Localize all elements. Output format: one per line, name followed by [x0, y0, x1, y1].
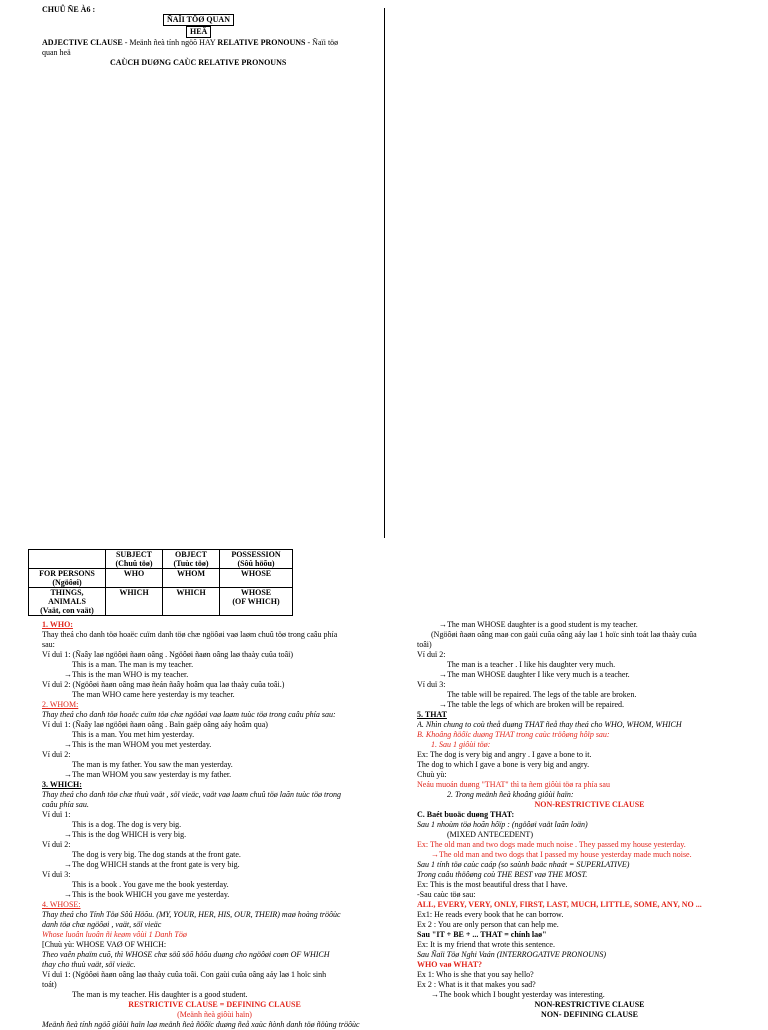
text-line: Ví duï 2:: [42, 750, 71, 759]
text-line: RESTRICTIVE CLAUSE = DEFINING CLAUSE: [128, 1000, 301, 1009]
adjective-clause-line: [42, 38, 338, 48]
text-line: Ví duï 1: (Ñaây laø ngöôøi ñaøn oâng . Baïn gaëp oâng aáy hoâm qua): [42, 720, 268, 729]
text-line: 2. WHOM:: [42, 700, 79, 709]
text-line: 1. WHO:: [42, 620, 73, 629]
table-cell: FOR PERSONS (Ngöôøi): [29, 569, 106, 588]
text-line: (Meänh ñeà giôùi haïn): [177, 1010, 252, 1019]
text-line: The table will be repaired. The legs of the table are broken.: [447, 690, 637, 699]
text-line: →The man WHOSE daughter is a good student is my teacher.: [439, 620, 638, 629]
text-line: Theo vaên phaïm cuõ, thì WHOSE chæ söû söõ höõu duøng cho ngöôøi coøn OF WHICH: [42, 950, 330, 959]
text-line: This is a dog. The dog is very big.: [72, 820, 182, 829]
text-line: Meänh ñeà tính ngöõ giôùi haïn laø meänh ñeà ñöôïc duøng ñeå xaùc ñònh danh töø ñöùng tröôùc: [42, 1020, 360, 1029]
text-line: The dog to which I gave a bone is very big and angry.: [417, 760, 590, 769]
text-line: The man WHO came here yesterday is my teacher.: [72, 690, 235, 699]
table-row: [29, 588, 293, 616]
text-line: [Chuù yù: WHOSE VAØ OF WHICH:: [42, 940, 167, 949]
text-line: The man is a teacher . I like his daughter very much.: [447, 660, 616, 669]
text-line: danh töø chæ ngöôøi , vaät, söï vieäc: [42, 920, 162, 929]
text-line: 5. THAT: [417, 710, 447, 719]
table-row: [29, 569, 293, 588]
text-line: →This is the man WHOM you met yesterday.: [64, 740, 212, 749]
text-line: Sau 1 nhoùm töø hoãn hôïp : (ngöôøi vaät laãn loän): [417, 820, 588, 829]
table-header-row: [29, 550, 293, 569]
table-cell: WHICH: [106, 588, 163, 616]
text-line: 2. Trong meänh ñeà khoâng giôùi haïn:: [447, 790, 574, 799]
table-cell: WHO: [106, 569, 163, 588]
page-subtitle: CAÙCH DUØNG CAÙC RELATIVE PRONOUNS: [110, 58, 287, 67]
table-cell: THINGS, ANIMALS (Vaät, con vaät): [29, 588, 106, 616]
text-line: Ví duï 3:: [417, 680, 446, 689]
table-cell: WHICH: [163, 588, 220, 616]
relative-pronoun-table: [28, 549, 293, 616]
text-line: →The man WHOM you saw yesterday is my father.: [64, 770, 232, 779]
text-line: The man is my father. You saw the man yesterday.: [72, 760, 233, 769]
text-line: sau:: [42, 640, 55, 649]
table-cell: SUBJECT (Chuû töø): [106, 550, 163, 569]
text-line: Ví duï 2:: [417, 650, 446, 659]
table-cell: POSSESSION (Sôû höõu): [220, 550, 293, 569]
text-line: Thay theá cho danh töø hoaëc cuïm danh töø chæ ngöôøi vaø laøm chuû töø trong caâu phía: [42, 630, 338, 639]
text-line: WHO vaø WHAT?: [417, 960, 483, 969]
text-line: Ex: The old man and two dogs made much noise . They passed my house yesterday.: [417, 840, 686, 849]
text-line: The dog is very big. The dog stands at the front gate.: [72, 850, 241, 859]
text-line: This is a man. The man is my teacher.: [72, 660, 194, 669]
text-line: Thay theá cho danh töø hoaëc cuïm töø chæ ngöôøi vaø laøm tuùc töø trong caâu phía sau:: [42, 710, 336, 719]
text-line: Trong caâu thöôøng coù THE BEST vaø THE MOST.: [417, 870, 588, 879]
adj-clause-term: ADJECTIVE CLAUSE: [42, 38, 123, 47]
table-cell: WHOM: [163, 569, 220, 588]
text-line: NON- DEFINING CLAUSE: [541, 1010, 638, 1019]
text-line: Ví duï 2: (Ngöôøi ñaøn oâng maø ñeán ñaây hoâm qua laø thaày cuûa toâi.): [42, 680, 285, 689]
text-line: This is a book . You gave me the book yesterday.: [72, 880, 229, 889]
title-box-sub: HEÄ: [186, 26, 211, 38]
text-line: Thay theá cho Tính Töø Sôû Höõu. (MY, YOUR, HER, HIS, OUR, THEIR) maø hoàng tröôùc: [42, 910, 341, 919]
text-line: Ex: It is my friend that wrote this sentence.: [417, 940, 555, 949]
table-cell: [29, 550, 106, 569]
text-line: Ví duï 2:: [42, 840, 71, 849]
text-line: C. Baét buoäc duøng THAT:: [417, 810, 515, 819]
text-line: Ex 2 : You are only person that can help me.: [417, 920, 559, 929]
text-line: Ex 2 : What is it that makes you sad?: [417, 980, 536, 989]
table-cell: OBJECT (Tuùc töø): [163, 550, 220, 569]
text-line: The man is my teacher. His daughter is a good student.: [72, 990, 248, 999]
adj-clause-end: - Ñaïi töø: [305, 38, 339, 47]
text-line: B. Khoâng ñöôïc duøng THAT trong caùc tröôøng hôïp sau:: [417, 730, 610, 739]
text-line: 4. WHOSE:: [42, 900, 81, 909]
text-line: (MIXED ANTECEDENT): [447, 830, 533, 839]
table-cell: WHOSE (OF WHICH): [220, 588, 293, 616]
adj-clause-desc: - Meänh ñeà tính ngöõ HAY: [122, 38, 218, 47]
table-cell: WHOSE: [220, 569, 293, 588]
text-line: Chuù yù:: [417, 770, 447, 779]
column-divider: [384, 8, 385, 538]
text-line: A. Nhìn chung to coù theå duøng THAT ñeå thay theá cho WHO, WHOM, WHICH: [417, 720, 682, 729]
text-line: →The book which I bought yesterday was interesting.: [431, 990, 605, 999]
text-line: This is a man. You met him yesterday.: [72, 730, 195, 739]
text-line: caâu phía sau.: [42, 800, 89, 809]
text-line: ALL, EVERY, VERY, ONLY, FIRST, LAST, MUCH, LITTLE, SOME, ANY, NO ...: [417, 900, 702, 909]
text-line: Sau 1 tính töø caùc caáp (so saùnh baäc nhaát = SUPERLATIVE): [417, 860, 630, 869]
text-line: 3. WHICH:: [42, 780, 82, 789]
text-line: Ex1: He reads every book that he can borrow.: [417, 910, 564, 919]
text-line: Ex: The dog is very big and angry . I gave a bone to it.: [417, 750, 592, 759]
text-line: 1. Sau 1 giôùi töø:: [431, 740, 491, 749]
text-line: thay cho thuù vaät, söï vieäc.: [42, 960, 136, 969]
text-line: Neáu muoán duøng "THAT" thì ta ñem giôùi töø ra phía sau: [417, 780, 610, 789]
right-text-column: [417, 620, 762, 1020]
text-line: -Sau caùc töø sau:: [417, 890, 476, 899]
text-line: →The old man and two dogs that I passed my house yesterday made much noise.: [431, 850, 692, 859]
title-box-main: ÑAÏI TÖØ QUAN: [163, 14, 234, 26]
text-line: →The table the legs of which are broken will be repaired.: [439, 700, 625, 709]
text-line: Sau Ñaïi Töø Nghi Vaán (INTERROGATIVE PRONOUNS): [417, 950, 607, 959]
text-line: toâi): [417, 640, 432, 649]
text-line: Whose luoân luoân ñi keøm vôùi 1 Danh Töø: [42, 930, 187, 939]
text-line: Ví duï 1: (Ngöôøi ñaøn oâng laø thaày cuûa toâi. Con gaùi cuûa oâng aáy laø 1 hoïc sinh: [42, 970, 327, 979]
left-text-column: [42, 620, 387, 1030]
text-line: →This is the dog WHICH is very big.: [64, 830, 187, 839]
text-line: Sau "IT + BE + ... THAT = chính laø": [417, 930, 547, 939]
text-line: →The dog WHICH stands at the front gate is very big.: [64, 860, 240, 869]
text-line: NON-RESTRICTIVE CLAUSE: [534, 1000, 645, 1009]
adjective-clause-line-2: quan heä: [42, 48, 71, 57]
text-line: Ví duï 1:: [42, 810, 71, 819]
text-line: Ví duï 1: (Ñaây laø ngöôøi ñaøn oâng . Ngöôøi ñaøn oâng laø thaày cuûa toâi): [42, 650, 294, 659]
text-line: NON-RESTRICTIVE CLAUSE: [534, 800, 645, 809]
text-line: Ví duï 3:: [42, 870, 71, 879]
text-line: toát): [42, 980, 57, 989]
chude-label: CHUÛ ÑE À6 :: [42, 5, 96, 14]
text-line: (Ngöôøi ñaøn oâng maø con gaùi cuûa oâng aáy laø 1 hoïc sinh toát laø thaày cuûa: [431, 630, 697, 639]
text-line: →The man WHOSE daughter I like very much is a teacher.: [439, 670, 630, 679]
text-line: →This is the book WHICH you gave me yesterday.: [64, 890, 230, 899]
text-line: Ex 1: Who is she that you say hello?: [417, 970, 534, 979]
text-line: Thay theá cho danh töø chæ thuù vaät , söï vieäc, vaät vaø laøm chuû töø laãn tuùc töø trong: [42, 790, 341, 799]
relative-pronouns-term: RELATIVE PRONOUNS: [217, 38, 306, 47]
text-line: Ex: This is the most beautiful dress that I have.: [417, 880, 568, 889]
text-line: →This is the man WHO is my teacher.: [64, 670, 189, 679]
